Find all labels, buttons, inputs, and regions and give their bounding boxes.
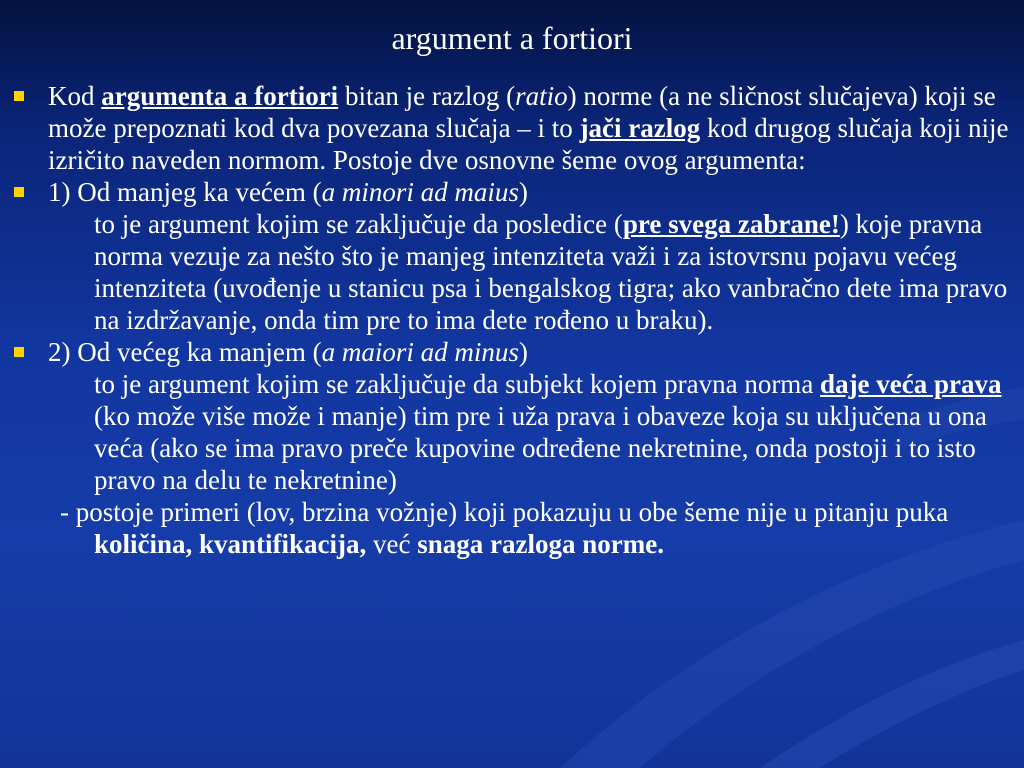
emphasis-term: jači razlog xyxy=(579,113,701,143)
bullet-scheme-2 xyxy=(14,336,1010,368)
text-run: Kod xyxy=(48,81,102,111)
italic-term: a maiori ad minus xyxy=(321,337,519,367)
bold-term: količina, kvantifikacija, xyxy=(94,529,367,559)
bullet-intro xyxy=(14,80,1010,176)
bullet-scheme-1 xyxy=(14,176,1010,208)
bullet-square-icon xyxy=(14,91,24,101)
text-run: to je argument kojim se zaključuje da posledice ( xyxy=(94,209,623,239)
slide-title: argument a fortiori xyxy=(391,20,633,56)
text-run: (ko može više može i manje) tim pre i uža prava i obaveze koja su uključena u ona veća (ako se ima pravo preče kupovine određene nekretnine, onda postoji i to isto pravo na delu te nekretnine) xyxy=(94,401,987,495)
text-run: ) koje pravna norma vezuje za nešto što je manjeg intenziteta važi i za istovrsnu pojavu većeg intenziteta (uvođenje u stanicu psa i bengalskog tigra; ako vanbračno dete ima pravo na izdržavanje, onda tim pre to ima dete rođeno u braku). xyxy=(94,209,1008,335)
italic-term: a minori ad maius xyxy=(321,177,519,207)
text-run: kod drugog slučaja koji nije izričito naveden normom. Postoje dve osnovne šeme ovog argumenta: xyxy=(48,113,1009,175)
text-run: već xyxy=(366,529,418,559)
closing-note xyxy=(14,496,1010,560)
scheme-2-description xyxy=(14,368,1010,496)
slide-body xyxy=(14,80,1010,560)
emphasis-term: pre svega zabrane! xyxy=(622,209,840,239)
text-run: ) xyxy=(518,177,528,207)
emphasis-term: daje veća prava xyxy=(820,369,1002,399)
emphasis-term: argumenta a fortiori xyxy=(101,81,339,111)
bullet-square-icon xyxy=(14,187,24,197)
text-run: ) xyxy=(518,337,528,367)
bullet-square-icon xyxy=(14,347,24,357)
bold-term: snaga razloga norme. xyxy=(417,529,664,559)
text-run: to je argument kojim se zaključuje da subjekt kojem pravna norma xyxy=(94,369,821,399)
text-run: 1) Od manjeg ka većem ( xyxy=(48,177,322,207)
italic-term: ratio xyxy=(515,81,568,111)
text-run: 2) Od većeg ka manjem ( xyxy=(48,337,322,367)
text-run: ) norme (a ne sličnost slučajeva) koji se može prepoznati kod dva povezana slučaja – i to xyxy=(48,81,996,143)
scheme-1-description xyxy=(14,208,1010,336)
text-run: bitan je razlog ( xyxy=(338,81,516,111)
text-run: - postoje primeri (lov, brzina vožnje) koji pokazuju u obe šeme nije u pitanju puka xyxy=(60,497,949,527)
